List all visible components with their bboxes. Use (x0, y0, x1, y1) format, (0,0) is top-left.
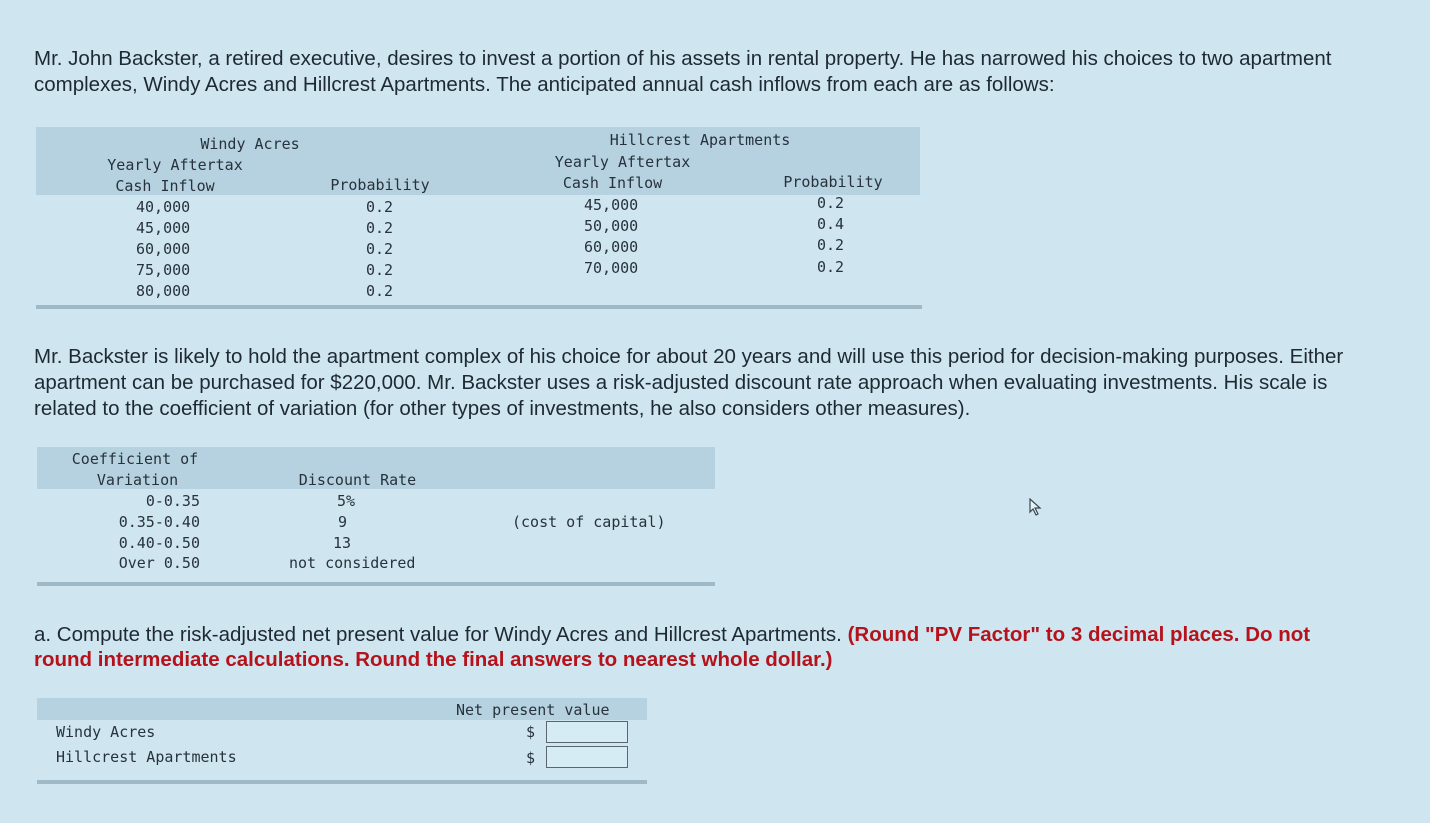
windy-flow-cell: 60,000 (136, 240, 191, 258)
cv-cell: Over 0.50 (118, 554, 200, 572)
windy-prob-cell: 0.2 (366, 282, 394, 300)
rate-cell: 5% (337, 492, 356, 510)
windy-currency: $ (526, 723, 536, 741)
windy-flow-cell: 80,000 (136, 282, 191, 300)
windy-prob-cell: 0.2 (366, 261, 394, 279)
windy-npv-input[interactable] (546, 721, 628, 743)
npv-header: Net present value (456, 701, 610, 719)
rate-cell: 13 (333, 534, 352, 552)
hill-flow-header-2: Cash Inflow (562, 174, 663, 192)
hill-prob-cell: 0.4 (817, 215, 845, 233)
windy-flow-header-1: Yearly Aftertax (107, 156, 243, 174)
cv-cell: 0.40-0.50 (118, 534, 200, 552)
rate-header: Discount Rate (298, 471, 417, 489)
hill-flow-cell: 70,000 (584, 259, 639, 277)
hill-flow-cell: 60,000 (584, 238, 639, 256)
windy-flow-cell: 75,000 (136, 261, 191, 279)
windy-prob-cell: 0.2 (366, 240, 394, 258)
hill-prob-cell: 0.2 (817, 258, 845, 276)
question-instruction: (Round "PV Factor" to 3 decimal places. Do not round intermediate calculations. Round the final answers to nearest whole dollar.) (34, 623, 1311, 671)
cv-header-2: Variation (96, 471, 179, 489)
middle-paragraph: Mr. Backster is likely to hold the apartment complex of his choice for about 20 years and will use this period for decision-making purposes. Either apartment can be purchased for $220,000. Mr. Backster uses a risk-adjusted discount rate approach when evaluating investments. His scale is related to the coefficient of variation (for other types of investments, he also considers other measures). (34, 345, 1344, 420)
hill-prob-cell: 0.2 (817, 236, 845, 254)
cv-header-1: Coefficient of (71, 450, 199, 468)
rate-cell: 9 (338, 513, 348, 531)
mouse-cursor-icon (1028, 498, 1044, 516)
answer-bottom-rule (37, 780, 647, 784)
windy-flow-cell: 40,000 (136, 198, 191, 216)
windy-prob-cell: 0.2 (366, 198, 394, 216)
hillcrest-label: Hillcrest Apartments (56, 748, 237, 766)
question-text (34, 622, 1344, 672)
hill-flow-header-1: Yearly Aftertax (554, 153, 691, 171)
hill-prob-cell: 0.2 (817, 194, 845, 212)
hill-flow-cell: 50,000 (584, 217, 639, 235)
cv-cell: 0.35-0.40 (118, 513, 200, 531)
question-prefix: a. Compute the risk-adjusted net present value for Windy Acres and Hillcrest Apartments. (34, 623, 842, 646)
hill-prob-header: Probability (783, 173, 883, 191)
hillcrest-npv-input[interactable] (546, 746, 628, 768)
hill-title: Hillcrest Apartments (609, 131, 791, 149)
cv-bottom-rule (37, 582, 715, 586)
cost-of-capital-note: (cost of capital) (512, 513, 666, 531)
windy-title: Windy Acres (200, 135, 300, 153)
windy-acres-label: Windy Acres (56, 723, 156, 741)
windy-flow-header-2: Cash Inflow (115, 177, 215, 195)
windy-flow-cell: 45,000 (136, 219, 191, 237)
windy-prob-header: Probability (330, 176, 430, 194)
hill-flow-cell: 45,000 (584, 196, 639, 214)
windy-prob-cell: 0.2 (366, 219, 394, 237)
rate-cell: not considered (289, 554, 416, 572)
cashflow-bottom-rule (36, 305, 922, 309)
cv-cell: 0-0.35 (145, 492, 200, 510)
hillcrest-currency: $ (526, 749, 536, 767)
intro-paragraph: Mr. John Backster, a retired executive, desires to invest a portion of his assets in rental property. He has narrowed his choices to two apartment complexes, Windy Acres and Hillcrest Apartments. The anticipated annual cash inflows from each are as follows: (34, 47, 1332, 96)
